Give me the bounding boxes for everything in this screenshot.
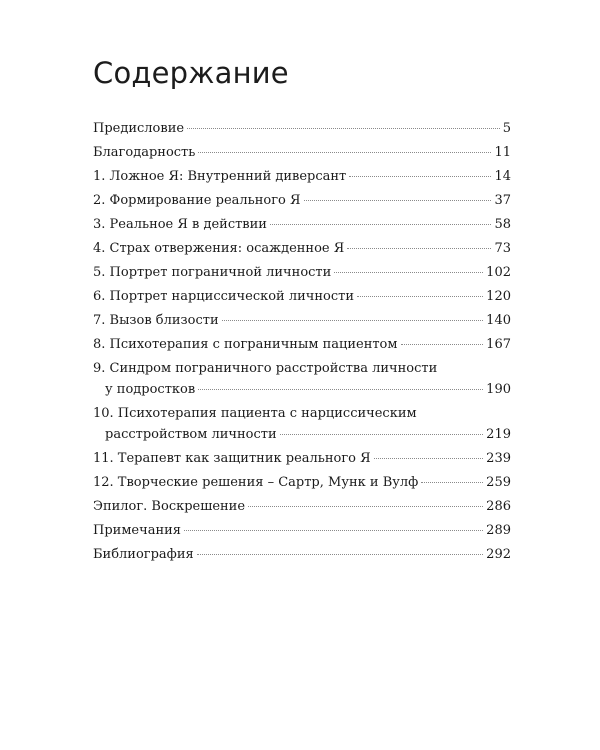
page-title: Содержание [93, 56, 289, 90]
toc-page-number: 289 [486, 523, 511, 538]
toc-page-number: 37 [494, 193, 511, 208]
toc-entry-line [93, 379, 511, 400]
dot-leader [270, 224, 492, 225]
toc-entry-line [93, 214, 511, 235]
toc-entry-line [93, 403, 511, 424]
toc-entry-title: 5. Портрет пограничной личности [93, 265, 332, 280]
dot-leader [197, 554, 483, 555]
toc-entry-line [93, 544, 511, 565]
dot-leader [198, 152, 491, 153]
toc-page-number: 292 [486, 547, 511, 562]
dot-leader [184, 530, 483, 531]
table-of-contents [93, 118, 511, 568]
toc-entry [93, 520, 511, 541]
toc-page-number: 219 [486, 427, 511, 442]
toc-entry [93, 166, 511, 187]
dot-leader [280, 434, 484, 435]
toc-page-number: 11 [494, 145, 511, 160]
dot-leader [347, 248, 491, 249]
toc-page-number: 5 [502, 121, 511, 136]
toc-page-number: 167 [486, 337, 511, 352]
toc-entry-line [93, 310, 511, 331]
toc-page-number: 102 [486, 265, 511, 280]
toc-page-number: 239 [486, 451, 511, 466]
dot-leader [374, 458, 484, 459]
dot-leader [334, 272, 483, 273]
dot-leader [304, 200, 492, 201]
toc-entry [93, 310, 511, 331]
toc-page-number: 120 [486, 289, 511, 304]
toc-entry-title: 4. Страх отвержения: осажденное Я [93, 241, 345, 256]
toc-page-number: 190 [486, 382, 511, 397]
toc-page-number: 286 [486, 499, 511, 514]
toc-entry-line [93, 496, 511, 517]
toc-entry [93, 496, 511, 517]
dot-leader [421, 482, 483, 483]
toc-entry [93, 190, 511, 211]
dot-leader [401, 344, 484, 345]
toc-entry-line [93, 118, 511, 139]
toc-entry-line [93, 166, 511, 187]
toc-entry-title: 3. Реальное Я в действии [93, 217, 267, 232]
toc-entry-line [93, 472, 511, 493]
toc-entry-title: 11. Терапевт как защитник реального Я [93, 451, 371, 466]
dot-leader [357, 296, 483, 297]
toc-page-number: 73 [494, 241, 511, 256]
dot-leader [222, 320, 484, 321]
toc-entry-title: Библиография [93, 547, 194, 562]
toc-entry-line [93, 424, 511, 445]
toc-entry [93, 118, 511, 139]
toc-entry-line [93, 238, 511, 259]
toc-entry-title: Примечания [93, 523, 182, 538]
toc-entry-title: у подростков [105, 382, 196, 397]
toc-entry-title: 6. Портрет нарциссической личности [93, 289, 355, 304]
toc-page-number: 58 [494, 217, 511, 232]
toc-entry [93, 403, 511, 445]
toc-entry [93, 262, 511, 283]
toc-entry-title: 9. Синдром пограничного расстройства личности [93, 361, 438, 376]
toc-page-number: 14 [494, 169, 511, 184]
dot-leader [248, 506, 483, 507]
toc-entry [93, 448, 511, 469]
toc-entry-title: 2. Формирование реального Я [93, 193, 301, 208]
toc-entry [93, 334, 511, 355]
toc-entry-title: 8. Психотерапия с пограничным пациентом [93, 337, 398, 352]
toc-entry-title: Предисловие [93, 121, 185, 136]
dot-leader [187, 128, 500, 129]
toc-entry-line [93, 262, 511, 283]
dot-leader [198, 389, 483, 390]
toc-entry [93, 472, 511, 493]
toc-entry-line [93, 142, 511, 163]
toc-page-number: 259 [486, 475, 511, 490]
toc-entry-line [93, 358, 511, 379]
toc-entry-line [93, 334, 511, 355]
dot-leader [349, 176, 491, 177]
toc-page-number: 140 [486, 313, 511, 328]
toc-entry-title: Эпилог. Воскрешение [93, 499, 246, 514]
toc-entry [93, 544, 511, 565]
toc-entry-line [93, 520, 511, 541]
toc-entry-title: 1. Ложное Я: Внутренний диверсант [93, 169, 347, 184]
toc-entry [93, 286, 511, 307]
toc-entry-line [93, 286, 511, 307]
toc-entry [93, 238, 511, 259]
toc-entry-line [93, 448, 511, 469]
toc-entry [93, 214, 511, 235]
toc-entry-title: 10. Психотерапия пациента с нарциссическим [93, 406, 417, 421]
toc-entry-line [93, 190, 511, 211]
toc-entry-title: Благодарность [93, 145, 196, 160]
toc-entry-title: 7. Вызов близости [93, 313, 219, 328]
toc-entry [93, 142, 511, 163]
toc-entry-title: 12. Творческие решения – Сартр, Мунк и Вулф [93, 475, 419, 490]
toc-entry [93, 358, 511, 400]
toc-entry-title: расстройством личности [105, 427, 277, 442]
